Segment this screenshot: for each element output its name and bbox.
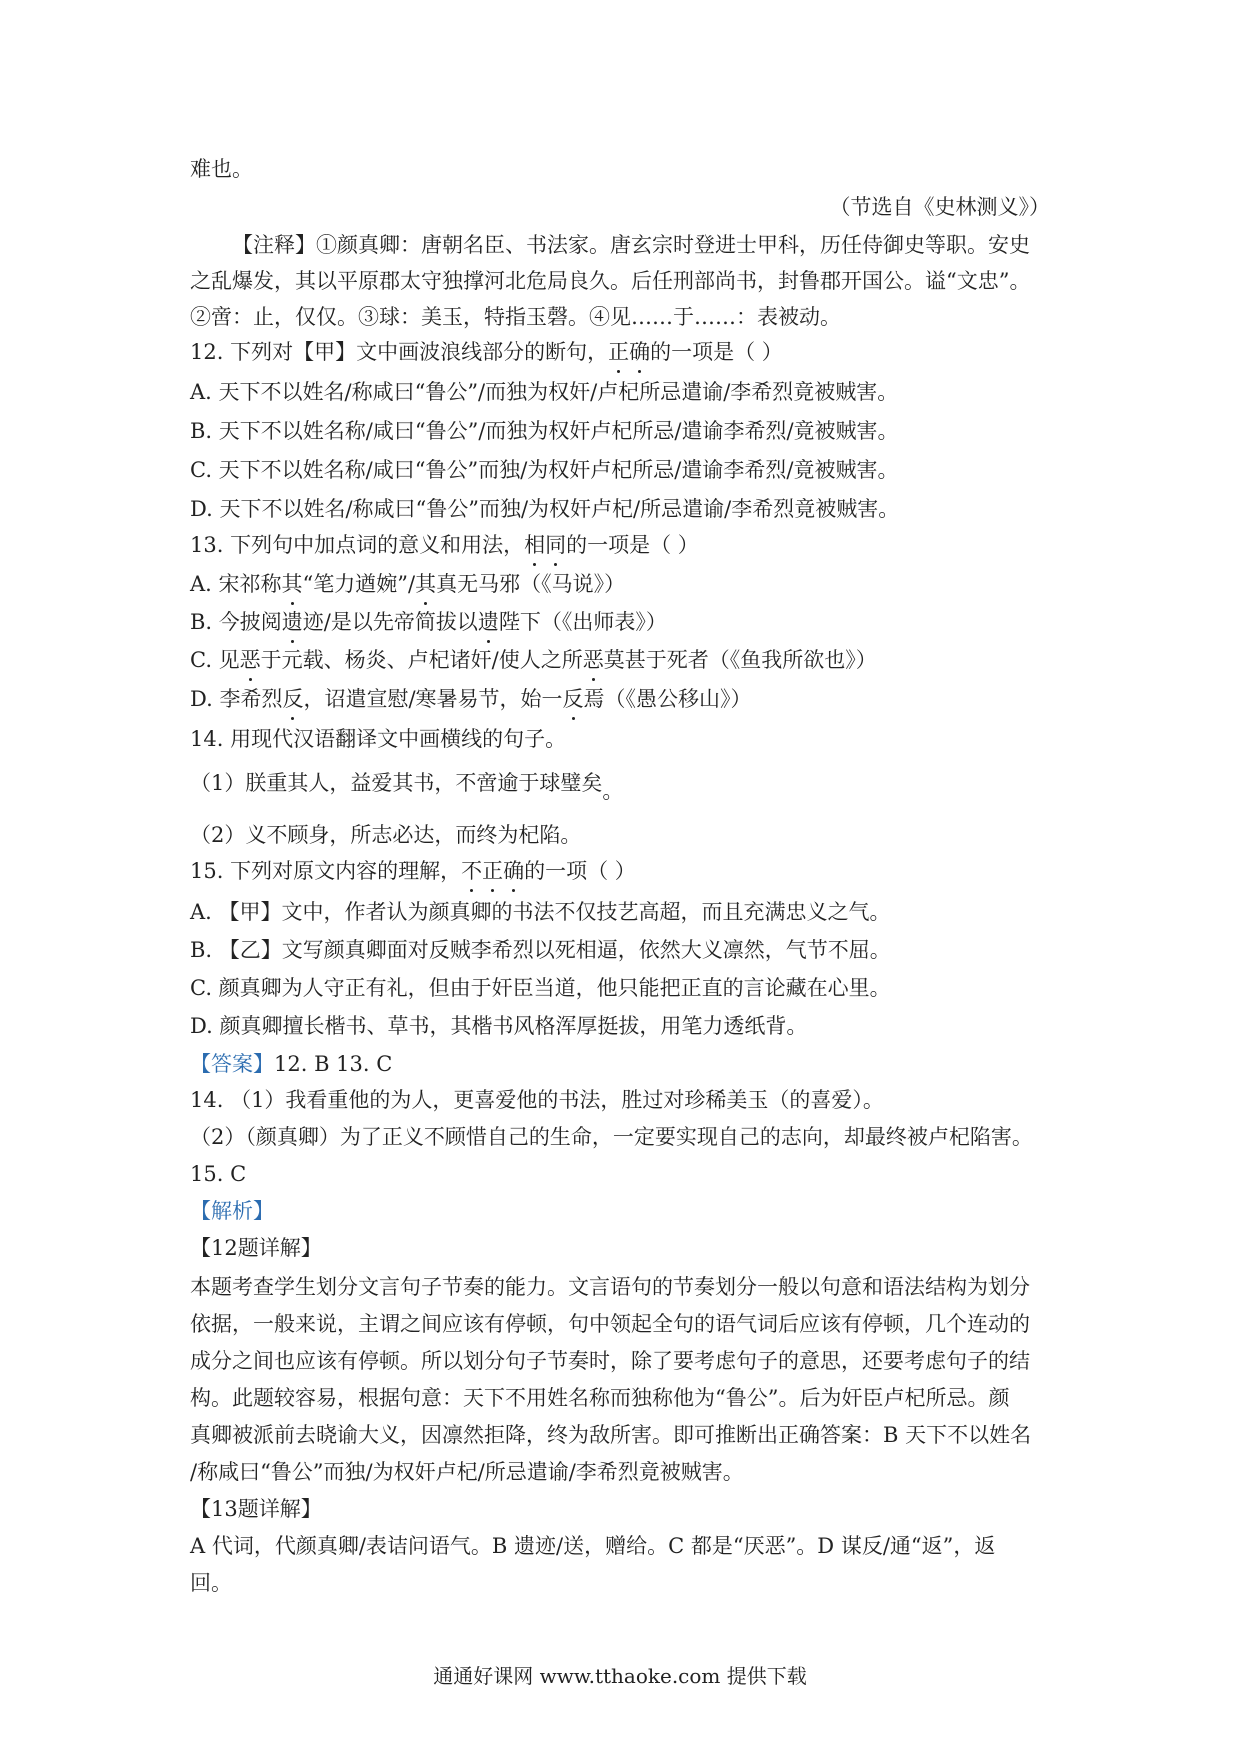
question-13-option: A. 宋祁称其“笔力遒婉”/其真无马邪（《马说》） bbox=[190, 569, 625, 599]
emphasis-char: 确 bbox=[503, 856, 524, 886]
answer-line: （2）（颜真卿）为了正义不顾惜自己的生命，一定要实现自己的志向，却最终被卢杞陷害。 bbox=[190, 1125, 1033, 1149]
answer-line: 【答案】12. B 13. C bbox=[190, 1052, 393, 1076]
translation-sentence: （1）朕重其人，益爱其书，不啻逾于球璧矣。 bbox=[190, 771, 624, 803]
paragraph-line: 依据，一般来说，主谓之间应该有停顿，句中领起全句的语气词后应该有停顿，几个连动的 bbox=[190, 1312, 1030, 1336]
paragraph-line: 成分之间也应该有停顿。所以划分句子节奏时，除了要考虑句子的意思，还要考虑句子的结 bbox=[190, 1349, 1030, 1373]
paragraph-line: 本题考查学生划分文言句子节奏的能力。文言语句的节奏划分一般以句意和语法结构为划分 bbox=[190, 1275, 1030, 1299]
section-heading: 【13题详解】 bbox=[190, 1497, 322, 1521]
translation-sentence: （2）义不顾身，所志必达，而终为杞陷。 bbox=[190, 823, 582, 847]
paragraph-line: 真卿被派前去晓谕大义，因凛然拒降，终为敌所害。即可推断出正确答案：B 天下不以姓名 bbox=[190, 1423, 1032, 1447]
question-13-option: C. 见恶于元载、杨炎、卢杞诸奸/使人之所恶莫甚于死者（《鱼我所欲也》） bbox=[190, 645, 877, 675]
emphasis-char: 不 bbox=[461, 856, 482, 886]
question-12-option: B. 天下不以姓名称/咸曰“鲁公”/而独为权奸卢杞所忌/遣谕李希烈/竟被贼害。 bbox=[190, 419, 899, 443]
question-13-stem: 13. 下列句中加点词的意义和用法，相同的一项是（ ） bbox=[190, 530, 699, 560]
paragraph-line: 回。 bbox=[190, 1571, 232, 1595]
question-15-option: B. 【乙】文写颜真卿面对反贼李希烈以死相逼，依然大义凛然，气节不屈。 bbox=[190, 938, 891, 962]
question-14-stem: 14. 用现代汉语翻译文中画横线的句子。 bbox=[190, 727, 567, 751]
question-12-stem: 12. 下列对【甲】文中画波浪线部分的断句，正确的一项是（ ） bbox=[190, 337, 783, 367]
emphasis-char: 确 bbox=[629, 337, 650, 367]
question-15-option: A. 【甲】文中，作者认为颜真卿的书法不仅技艺高超，而且充满忠义之气。 bbox=[190, 900, 891, 924]
question-15-option: D. 颜真卿擅长楷书、草书，其楷书风格浑厚挺拔，用笔力透纸背。 bbox=[190, 1014, 808, 1038]
emphasis-char: 同 bbox=[545, 530, 566, 560]
footer-text: 通通好课网 www.tthaoke.com 提供下载 bbox=[433, 1664, 807, 1688]
answer-line: 14. （1）我看重他的为人，更喜爱他的书法，胜过对珍稀美玉（的喜爱）。 bbox=[190, 1088, 884, 1112]
section-heading: 【12题详解】 bbox=[190, 1236, 322, 1260]
source-citation: （节选自《史林测义》） bbox=[829, 195, 1050, 219]
analysis-label: 【解析】 bbox=[190, 1199, 274, 1223]
emphasis-char: 正 bbox=[608, 337, 629, 367]
text-continuation: 难也。 bbox=[190, 157, 253, 181]
question-13-option: D. 李希烈反，诏遣宣慰/寒暑易节，始一反焉（《愚公移山》） bbox=[190, 684, 752, 714]
emphasis-char: 正 bbox=[482, 856, 503, 886]
notes-line: 【注释】①颜真卿：唐朝名臣、书法家。唐玄宗时登进士甲科，历任侍御史等职。安史 bbox=[232, 233, 1030, 257]
notes-line: ②啻：止，仅仅。③球：美玉，特指玉磬。④见……于……：表被动。 bbox=[190, 305, 841, 329]
paragraph-line: A 代词，代颜真卿/表诘问语气。B 遗迹/送，赠给。C 都是“厌恶”。D 谋反/通“返”，返 bbox=[190, 1534, 996, 1558]
question-12-option: D. 天下不以姓名/称咸曰“鲁公”而独/为权奸卢杞/所忌遣谕/李希烈竟被贼害。 bbox=[190, 497, 900, 521]
paragraph-line: /称咸曰“鲁公”而独/为权奸卢杞/所忌遣谕/李希烈竟被贼害。 bbox=[190, 1460, 744, 1484]
question-13-option: B. 今披阅遗迹/是以先帝简拔以遗陛下（《出师表》） bbox=[190, 607, 667, 637]
question-12-option: C. 天下不以姓名称/咸曰“鲁公”而独/为权奸卢杞所忌/遣谕李希烈/竟被贼害。 bbox=[190, 458, 899, 482]
answer-line: 15. C bbox=[190, 1162, 247, 1186]
notes-line: 之乱爆发，其以平原郡太守独撑河北危局良久。后任刑部尚书，封鲁郡开国公。谥“文忠”。 bbox=[190, 269, 1031, 293]
question-15-stem: 15. 下列对原文内容的理解，不正确的一项（ ） bbox=[190, 856, 636, 886]
answer-label: 【答案】 bbox=[190, 1052, 274, 1076]
emphasis-char: 相 bbox=[524, 530, 545, 560]
question-12-option: A. 天下不以姓名/称咸曰“鲁公”/而独为权奸/卢杞所忌遣谕/李希烈竟被贼害。 bbox=[190, 380, 899, 404]
paragraph-line: 构。此题较容易，根据句意：天下不用姓名称而独称他为“鲁公”。后为奸臣卢杞所忌。颜 bbox=[190, 1386, 1010, 1410]
question-15-option: C. 颜真卿为人守正有礼，但由于奸臣当道，他只能把正直的言论藏在心里。 bbox=[190, 976, 891, 1000]
